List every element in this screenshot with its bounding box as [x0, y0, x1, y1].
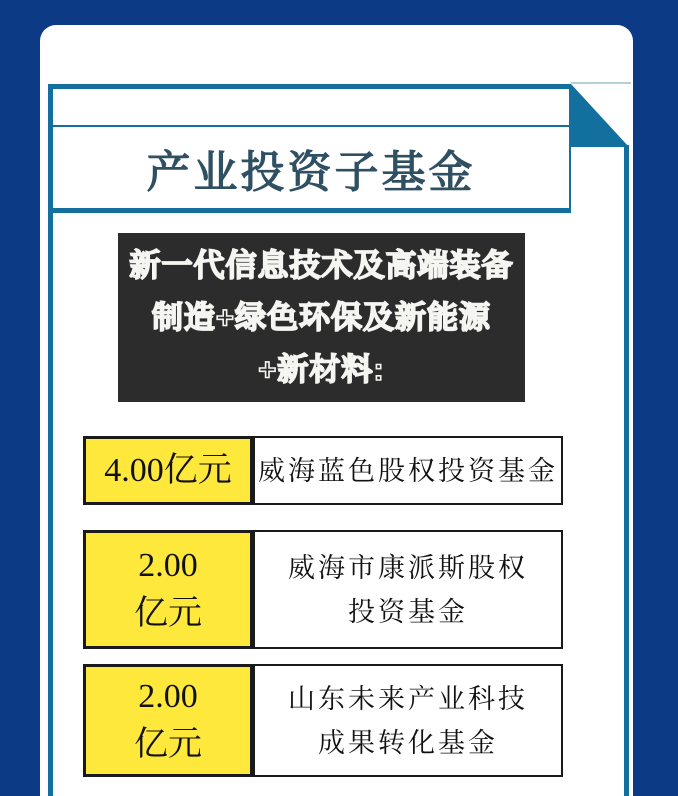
fund-name: 投资基金: [348, 596, 468, 627]
fund-amount-box: [83, 530, 253, 649]
fund-amount-unit: 亿元: [134, 725, 202, 763]
fund-row: [83, 664, 563, 777]
page-title: 产业投资子基金: [146, 147, 476, 197]
fund-row: [83, 530, 563, 649]
fund-name: 威海蓝色股权投资基金: [258, 455, 558, 486]
fund-amount: 2.00: [138, 546, 198, 584]
fund-row: [83, 436, 563, 505]
fund-name: 成果转化基金: [318, 727, 498, 758]
title-box: [48, 84, 571, 213]
fund-amount-box: [83, 664, 253, 777]
category-line: 新一代信息技术及高端装备: [129, 247, 514, 283]
page-frame-right-border: [624, 145, 629, 796]
fund-amount: 2.00: [138, 677, 198, 715]
fold-shadow-line: [571, 82, 631, 84]
fund-amount-box: [83, 436, 253, 505]
title-text-area: [53, 127, 569, 208]
fund-name-box: [253, 436, 563, 505]
fund-name: 威海市康派斯股权: [288, 552, 528, 583]
fund-name-box: [253, 530, 563, 649]
category-box: [118, 233, 525, 402]
category-line: +新材料:: [258, 351, 385, 387]
fund-name-box: [253, 664, 563, 777]
fund-amount-unit: 亿元: [134, 594, 202, 632]
fund-name: 山东未来产业科技: [288, 683, 528, 714]
category-line: 制造+绿色环保及新能源: [151, 299, 492, 335]
fund-amount: 4.00亿元: [104, 451, 232, 489]
